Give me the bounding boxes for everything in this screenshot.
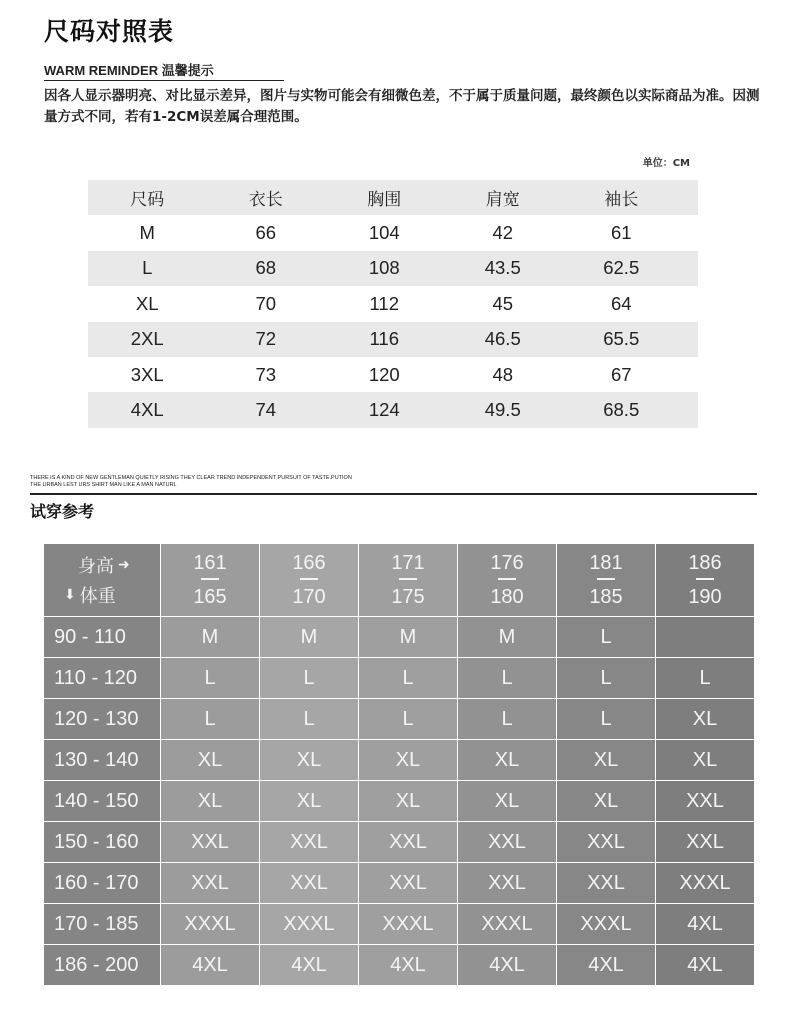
corner-height-line	[64, 550, 130, 580]
recommended-size-cell: XXL	[161, 863, 259, 903]
recommended-size-cell: XL	[260, 781, 358, 821]
recommended-size-cell: XXL	[656, 781, 754, 821]
recommended-size-cell: 4XL	[656, 904, 754, 944]
height-range-end: 165	[193, 586, 227, 608]
size-cell: L	[142, 257, 153, 279]
recommended-size-cell: L	[458, 699, 556, 739]
size-cell: 43.5	[484, 257, 521, 279]
table-row	[88, 215, 698, 250]
recommended-size-cell: XL	[260, 740, 358, 780]
recommended-size-cell: XXL	[656, 822, 754, 862]
size-cell: 65.5	[603, 328, 640, 350]
recommended-size-cell: XXL	[359, 863, 457, 903]
height-range-start: 186	[688, 552, 722, 574]
recommended-size-cell: XL	[458, 740, 556, 780]
recommended-size-cell: XL	[359, 740, 457, 780]
recommended-size-cell: XL	[557, 781, 655, 821]
height-range-end: 170	[292, 586, 326, 608]
recommended-size-cell: L	[359, 699, 457, 739]
size-cell: 104	[368, 222, 400, 244]
height-range-end: 180	[490, 586, 524, 608]
height-range-start: 171	[391, 552, 425, 574]
weight-range-label: 120 - 130	[44, 699, 160, 739]
recommended-size-cell: XL	[161, 781, 259, 821]
height-range-separator	[399, 578, 417, 580]
fit-guide-title: 试穿参考	[30, 502, 95, 521]
size-cell: 120	[368, 363, 400, 385]
size-cell: M	[139, 222, 155, 244]
size-cell: 64	[610, 292, 632, 314]
recommended-size-cell: M	[161, 617, 259, 657]
recommended-size-cell: 4XL	[458, 945, 556, 985]
size-cell: 68.5	[603, 399, 640, 421]
height-range-separator	[201, 578, 219, 580]
size-cell: 2XL	[130, 328, 164, 350]
size-cell: 46.5	[484, 328, 521, 350]
size-cell: 68	[255, 257, 277, 279]
size-cell: 72	[255, 328, 277, 350]
height-range-header	[458, 544, 556, 616]
recommended-size-cell: L	[260, 699, 358, 739]
tagline-line-1: THERE IS A KIND OF NEW GENTLEMAN QUIETLY RISING THEY CLEAR TREND INDEPENDENT PURSUIT OF TASTE.PUTION	[30, 475, 352, 481]
size-cell: 116	[369, 328, 399, 350]
reminder-divider	[44, 80, 284, 81]
weight-range-label: 186 - 200	[44, 945, 160, 985]
recommended-size-cell: XXXL	[359, 904, 457, 944]
notice-text: 因各人显示器明亮、对比显示差异，图片与实物可能会有细微色差，不于属于质量问题，最终颜色以实际商品为准。因测量方式不同，若有1-2CM误差属合理范围。	[44, 88, 760, 125]
size-cell: 3XL	[130, 363, 164, 385]
unit-label: 单位：CM	[642, 158, 690, 169]
recommended-size-cell: L	[458, 658, 556, 698]
header-sleeve: 袖长	[604, 190, 639, 211]
weight-range-label: 90 - 110	[44, 617, 160, 657]
recommended-size-cell: M	[458, 617, 556, 657]
height-range-separator	[498, 578, 516, 580]
height-range-header	[359, 544, 457, 616]
recommended-size-cell: XXL	[557, 863, 655, 903]
table-row	[88, 286, 698, 321]
weight-range-label: 140 - 150	[44, 781, 160, 821]
recommended-size-cell: L	[161, 699, 259, 739]
page-title: 尺码对照表	[44, 17, 175, 46]
size-cell: XL	[135, 292, 159, 314]
tagline-line-2: THE URBAN LEST URS SHIRT MAN LIKE A MAN NATURL	[30, 481, 177, 488]
section-divider	[30, 493, 757, 495]
recommended-size-cell: XXXL	[557, 904, 655, 944]
size-cell: 124	[368, 399, 400, 421]
height-range-separator	[597, 578, 615, 580]
size-table	[88, 180, 698, 428]
header-length: 衣长	[248, 190, 283, 211]
recommended-size-cell: M	[260, 617, 358, 657]
corner-weight-line	[64, 580, 116, 610]
weight-range-label: 110 - 120	[44, 658, 160, 698]
recommended-size-cell: L	[656, 658, 754, 698]
height-range-header	[557, 544, 655, 616]
table-row	[88, 357, 698, 392]
recommended-size-cell: L	[161, 658, 259, 698]
size-cell: 112	[369, 292, 399, 314]
weight-range-label: 150 - 160	[44, 822, 160, 862]
fit-guide-grid	[44, 544, 754, 985]
recommended-size-cell: XXXL	[260, 904, 358, 944]
recommended-size-cell: M	[359, 617, 457, 657]
table-row	[88, 322, 698, 357]
table-row	[88, 251, 698, 286]
recommended-size-cell: XL	[656, 699, 754, 739]
size-cell: 45	[492, 292, 514, 314]
recommended-size-cell: L	[260, 658, 358, 698]
recommended-size-cell: XXXL	[458, 904, 556, 944]
recommended-size-cell: L	[557, 699, 655, 739]
recommended-size-cell: XXL	[458, 822, 556, 862]
size-table-header	[88, 180, 698, 215]
recommended-size-cell	[656, 617, 754, 657]
size-cell: 67	[610, 363, 632, 385]
recommended-size-cell: L	[557, 617, 655, 657]
size-cell: 70	[255, 292, 277, 314]
recommended-size-cell: 4XL	[260, 945, 358, 985]
recommended-size-cell: XL	[557, 740, 655, 780]
recommended-size-cell: XL	[458, 781, 556, 821]
height-range-end: 190	[688, 586, 722, 608]
header-size: 尺码	[130, 190, 165, 211]
recommended-size-cell: XXL	[458, 863, 556, 903]
size-cell: 61	[610, 222, 632, 244]
recommended-size-cell: XXXL	[656, 863, 754, 903]
size-cell: 48	[492, 363, 514, 385]
corner-height-label: 身高	[78, 556, 114, 577]
height-range-start: 166	[292, 552, 326, 574]
recommended-size-cell: XXL	[557, 822, 655, 862]
height-range-end: 185	[589, 586, 623, 608]
recommended-size-cell: 4XL	[359, 945, 457, 985]
weight-range-label: 170 - 185	[44, 904, 160, 944]
size-cell: 74	[255, 399, 277, 421]
recommended-size-cell: XL	[161, 740, 259, 780]
recommended-size-cell: 4XL	[656, 945, 754, 985]
size-cell: 4XL	[130, 399, 164, 421]
recommended-size-cell: 4XL	[557, 945, 655, 985]
recommended-size-cell: XXXL	[161, 904, 259, 944]
recommended-size-cell: L	[557, 658, 655, 698]
height-range-header	[656, 544, 754, 616]
height-range-end: 175	[391, 586, 425, 608]
table-row	[88, 392, 698, 427]
weight-range-label: 130 - 140	[44, 740, 160, 780]
recommended-size-cell: L	[359, 658, 457, 698]
warm-reminder-heading: WARM REMINDER 温馨提示	[44, 63, 214, 78]
brand-tagline	[30, 475, 352, 488]
height-range-start: 161	[193, 552, 227, 574]
recommended-size-cell: XXL	[359, 822, 457, 862]
recommended-size-cell: 4XL	[161, 945, 259, 985]
size-cell: 66	[255, 222, 277, 244]
arrow-down-icon: ⬇	[64, 587, 76, 603]
height-range-separator	[696, 578, 714, 580]
corner-weight-label: 体重	[79, 586, 116, 607]
size-cell: 49.5	[484, 399, 521, 421]
size-cell: 42	[492, 222, 514, 244]
recommended-size-cell: XXL	[161, 822, 259, 862]
height-range-header	[260, 544, 358, 616]
height-range-separator	[300, 578, 318, 580]
height-range-header	[161, 544, 259, 616]
recommended-size-cell: XXL	[260, 822, 358, 862]
header-shoulder: 肩宽	[485, 190, 520, 211]
recommended-size-cell: XXL	[260, 863, 358, 903]
size-cell: 62.5	[603, 257, 640, 279]
fit-grid-corner	[44, 544, 160, 616]
height-range-start: 181	[589, 552, 623, 574]
height-range-start: 176	[490, 552, 524, 574]
header-chest: 胸围	[367, 190, 402, 211]
size-cell: 108	[368, 257, 400, 279]
recommended-size-cell: XL	[359, 781, 457, 821]
size-cell: 73	[255, 363, 277, 385]
recommended-size-cell: XL	[656, 740, 754, 780]
weight-range-label: 160 - 170	[44, 863, 160, 903]
arrow-right-icon: ➜	[118, 557, 130, 573]
